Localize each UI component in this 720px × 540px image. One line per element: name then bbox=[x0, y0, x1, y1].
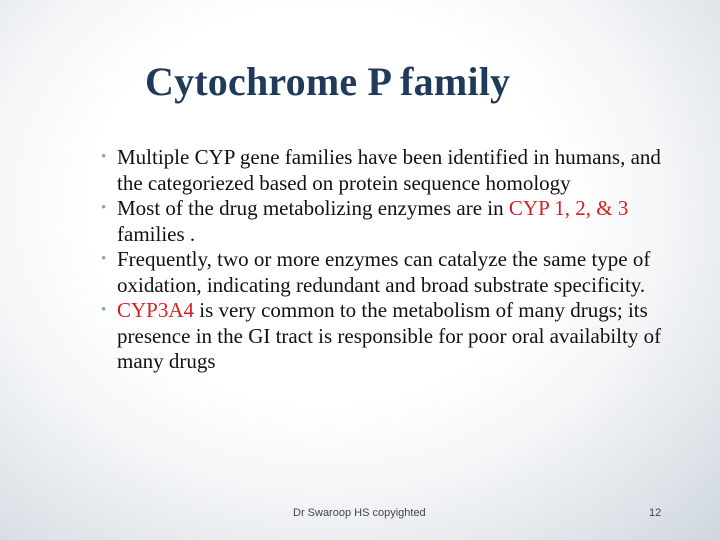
bullet-item-4 bbox=[100, 298, 680, 375]
bullet-item-1 bbox=[100, 145, 680, 196]
slide-title: Cytochrome P family bbox=[145, 59, 511, 104]
page-number: 12 bbox=[649, 507, 662, 519]
bullet-text: Frequently, two or more enzymes can catalyze the same type of oxidation, indicating redundant and broad substrate specificity. bbox=[117, 247, 651, 297]
bullet-text: is very common to the metabolism of many drugs; its presence in the GI tract is responsible for poor oral availabilty of many drugs bbox=[117, 298, 662, 373]
bullet-marker-icon: • bbox=[101, 149, 107, 165]
bullet-text: Most of the drug metabolizing enzymes are in bbox=[117, 196, 509, 220]
bullet-marker-icon: • bbox=[101, 251, 107, 267]
highlighted-text: CYP 1, 2, & 3 bbox=[508, 196, 629, 220]
highlighted-text: CYP3A4 bbox=[117, 298, 195, 322]
bullet-text: families . bbox=[117, 221, 196, 246]
bullet-item-2 bbox=[100, 196, 680, 247]
footer-text: Dr Swaroop HS copyighted bbox=[293, 507, 426, 519]
bullet-marker-icon: • bbox=[101, 302, 107, 318]
bullet-item-3 bbox=[100, 247, 680, 298]
bullet-marker-icon: • bbox=[101, 200, 107, 216]
bullet-list bbox=[100, 145, 680, 375]
bullet-text: Multiple CYP gene families have been identified in humans, and the categoriezed based on protein sequence homology bbox=[117, 145, 661, 195]
